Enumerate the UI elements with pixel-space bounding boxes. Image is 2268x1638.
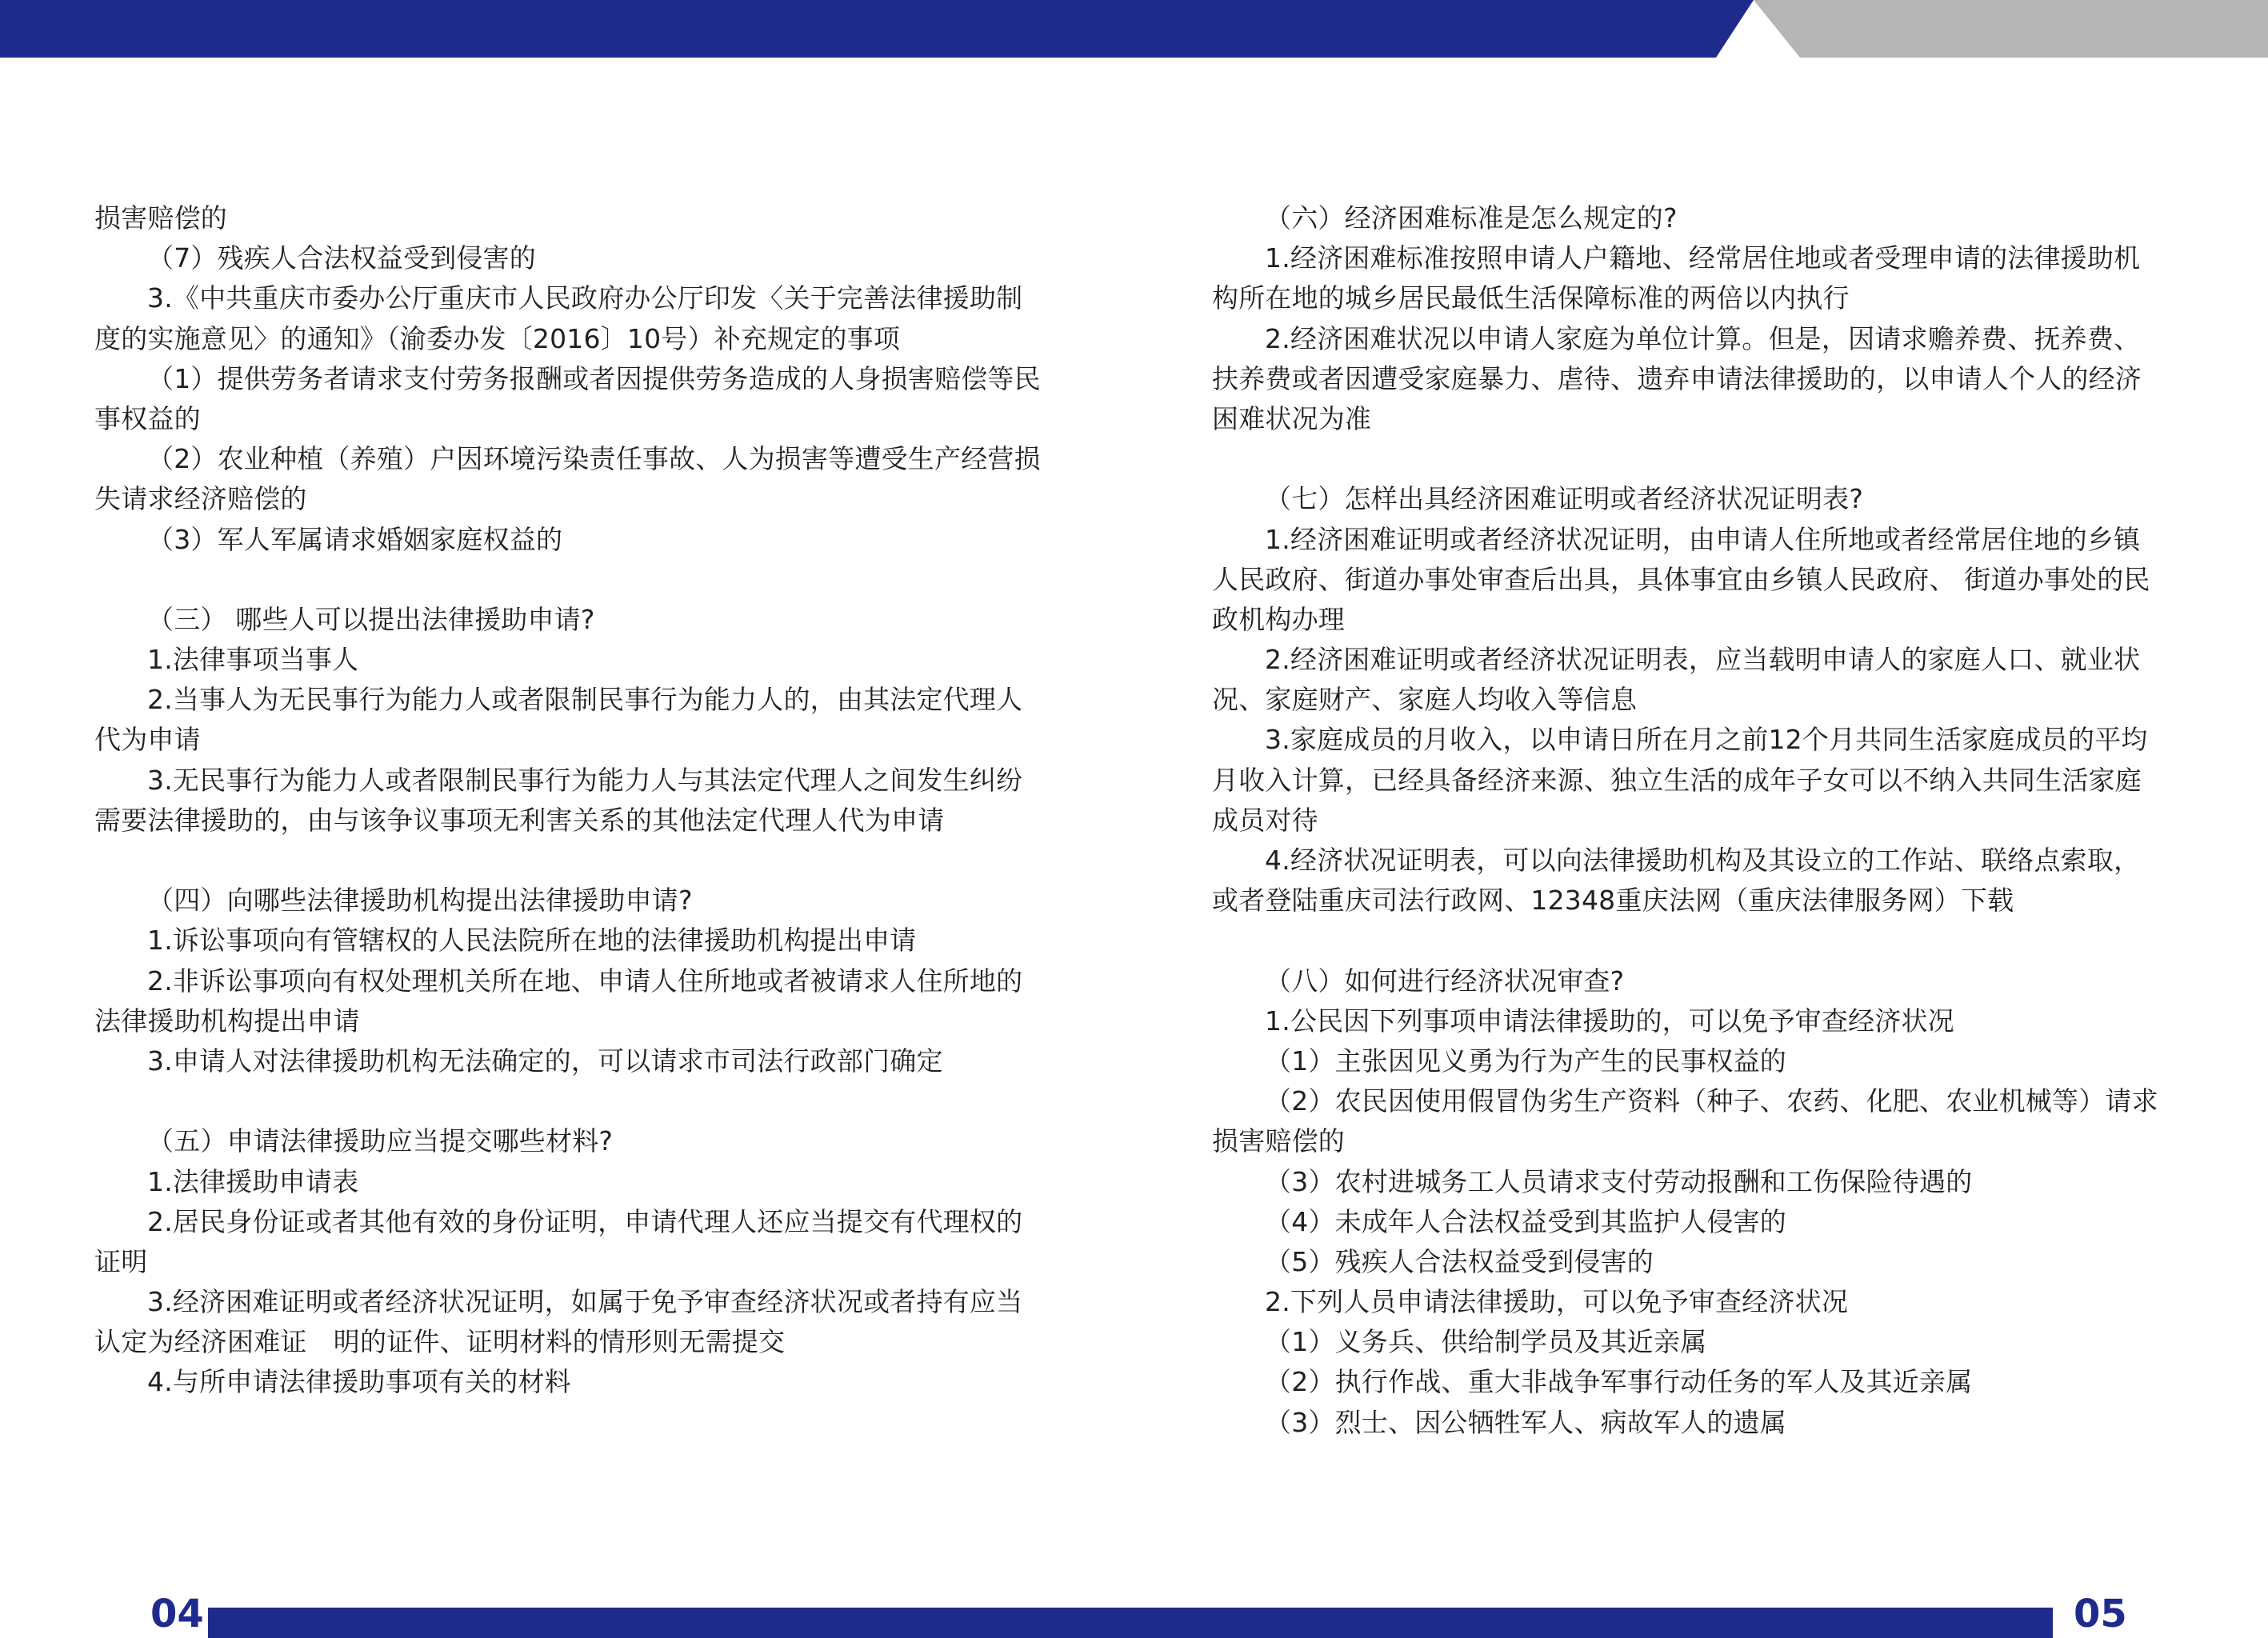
text-line: 损害赔偿的 xyxy=(1212,1125,1345,1157)
text-line: 代为申请 xyxy=(94,724,201,756)
text-line: 2.当事人为无民事行为能力人或者限制民事行为能力人的，由其法定代理人 xyxy=(147,684,1023,716)
text-line: （八）如何进行经济状况审查? xyxy=(1265,965,1625,997)
page-number-left: 04 xyxy=(150,1592,204,1636)
left-page-text-column xyxy=(94,198,1054,1403)
text-line: 证明 xyxy=(94,1245,148,1277)
paragraph-spacer xyxy=(1212,439,2172,479)
text-line: （4）未成年人合法权益受到其监护人侵害的 xyxy=(1265,1205,1786,1237)
text-line: （1）提供劳务者请求支付劳务报酬或者因提供劳务造成的人身损害赔偿等民 xyxy=(147,362,1041,394)
text-line: 1.公民因下列事项申请法律援助的，可以免予审查经济状况 xyxy=(1265,1005,1954,1037)
text-line: 成员对待 xyxy=(1212,804,1318,836)
text-line: 2.下列人员申请法律援助，可以免予审查经济状况 xyxy=(1265,1286,1849,1318)
text-line: 3.申请人对法律援助机构无法确定的，可以请求市司法行政部门确定 xyxy=(147,1045,943,1077)
text-line: 法律援助机构提出申请 xyxy=(94,1005,360,1037)
text-line: （五）申请法律援助应当提交哪些材料? xyxy=(147,1125,614,1157)
header-gray-stripe xyxy=(1754,0,2268,58)
right-page-text-column xyxy=(1212,198,2172,1443)
text-line: 4.与所申请法律援助事项有关的材料 xyxy=(147,1366,571,1398)
text-line: （1）主张因见义勇为行为产生的民事权益的 xyxy=(1265,1045,1786,1077)
text-line: 1.诉讼事项向有管辖权的人民法院所在地的法律援助机构提出申请 xyxy=(147,925,917,957)
text-line: （3）烈士、因公牺牲军人、病故军人的遗属 xyxy=(1265,1406,1786,1438)
text-line: 1.法律事项当事人 xyxy=(147,644,359,676)
page-number-right: 05 xyxy=(2074,1592,2127,1636)
text-line: （七）怎样出具经济困难证明或者经济状况证明表? xyxy=(1265,483,1864,515)
text-line: 1.经济困难标准按照申请人户籍地、经常居住地或者受理申请的法律援助机 xyxy=(1265,242,2141,274)
text-line: 或者登陆重庆司法行政网、12348重庆法网（重庆法律服务网）下载 xyxy=(1212,885,2014,917)
text-line: 失请求经济赔偿的 xyxy=(94,483,307,515)
text-line: 困难状况为准 xyxy=(1212,402,1372,434)
text-line: 月收入计算，已经具备经济来源、独立生活的成年子女可以不纳入共同生活家庭 xyxy=(1212,764,2142,796)
header-stripe-shapes xyxy=(0,0,2268,58)
footer-bar xyxy=(208,1608,2053,1638)
text-line: 2.经济困难状况以申请人家庭为单位计算。但是，因请求赡养费、抚养费、 xyxy=(1265,322,2141,354)
text-line: 况、家庭财产、家庭人均收入等信息 xyxy=(1212,684,1638,716)
text-line: （2）执行作战、重大非战争军事行动任务的军人及其近亲属 xyxy=(1265,1366,1973,1398)
text-line: 需要法律援助的，由与该争议事项无利害关系的其他法定代理人代为申请 xyxy=(94,804,945,836)
text-line: 3.无民事行为能力人或者限制民事行为能力人与其法定代理人之间发生纠纷 xyxy=(147,764,1023,796)
text-line: 3.经济困难证明或者经济状况证明，如属于免予审查经济状况或者持有应当 xyxy=(147,1286,1023,1318)
text-line: （2）农业种植（养殖）户因环境污染责任事故、人为损害等遭受生产经营损 xyxy=(147,443,1041,475)
text-line: 2.居民身份证或者其他有效的身份证明，申请代理人还应当提交有代理权的 xyxy=(147,1205,1023,1237)
text-line: （三） 哪些人可以提出法律援助申请? xyxy=(147,603,595,635)
text-line: （四）向哪些法律援助机构提出法律援助申请? xyxy=(147,885,693,917)
paragraph-spacer xyxy=(94,560,1054,600)
text-line: （1）义务兵、供给制学员及其近亲属 xyxy=(1265,1326,1707,1358)
text-line: （六）经济困难标准是怎么规定的? xyxy=(1265,202,1678,234)
text-line: （3）军人军属请求婚姻家庭权益的 xyxy=(147,523,563,555)
text-line: 扶养费或者因遭受家庭暴力、虐待、遗弃申请法律援助的，以申请人个人的经济 xyxy=(1212,362,2142,394)
header-navy-stripe xyxy=(0,0,1754,58)
text-line: 政机构办理 xyxy=(1212,603,1345,635)
paragraph-spacer xyxy=(94,841,1054,881)
text-line: （3）农村进城务工人员请求支付劳动报酬和工伤保险待遇的 xyxy=(1265,1165,1973,1197)
text-line: 1.法律援助申请表 xyxy=(147,1165,359,1197)
text-line: 人民政府、街道办事处审查后出具，具体事宜由乡镇人民政府、 街道办事处的民 xyxy=(1212,563,2150,595)
paragraph-spacer xyxy=(1212,921,2172,961)
top-decorative-band xyxy=(0,0,2268,58)
paragraph-spacer xyxy=(94,1081,1054,1121)
text-line: 2.经济困难证明或者经济状况证明表，应当载明申请人的家庭人口、就业状 xyxy=(1265,644,2141,676)
text-line: 构所在地的城乡居民最低生活保障标准的两倍以内执行 xyxy=(1212,282,1850,314)
text-line: 3.家庭成员的月收入，以申请日所在月之前12个月共同生活家庭成员的平均 xyxy=(1265,724,2148,756)
text-line: 2.非诉讼事项向有权处理机关所在地、申请人住所地或者被请求人住所地的 xyxy=(147,965,1023,997)
text-line: 认定为经济困难证 明的证件、证明材料的情形则无需提交 xyxy=(94,1326,786,1358)
text-line: （5）残疾人合法权益受到侵害的 xyxy=(1265,1245,1654,1277)
text-line: 1.经济困难证明或者经济状况证明，由申请人住所地或者经常居住地的乡镇 xyxy=(1265,523,2141,555)
text-line: 损害赔偿的 xyxy=(94,202,227,234)
text-line: 3.《中共重庆市委办公厅重庆市人民政府办公厅印发〈关于完善法律援助制 xyxy=(147,282,1023,314)
text-line: 事权益的 xyxy=(94,402,201,434)
text-line: 度的实施意见〉的通知》（渝委办发〔2016〕10号）补充规定的事项 xyxy=(94,322,901,354)
text-line: （2）农民因使用假冒伪劣生产资料（种子、农药、化肥、农业机械等）请求 xyxy=(1265,1085,2158,1117)
text-line: （7）残疾人合法权益受到侵害的 xyxy=(147,242,536,274)
text-line: 4.经济状况证明表，可以向法律援助机构及其设立的工作站、联络点索取， xyxy=(1265,845,2141,876)
